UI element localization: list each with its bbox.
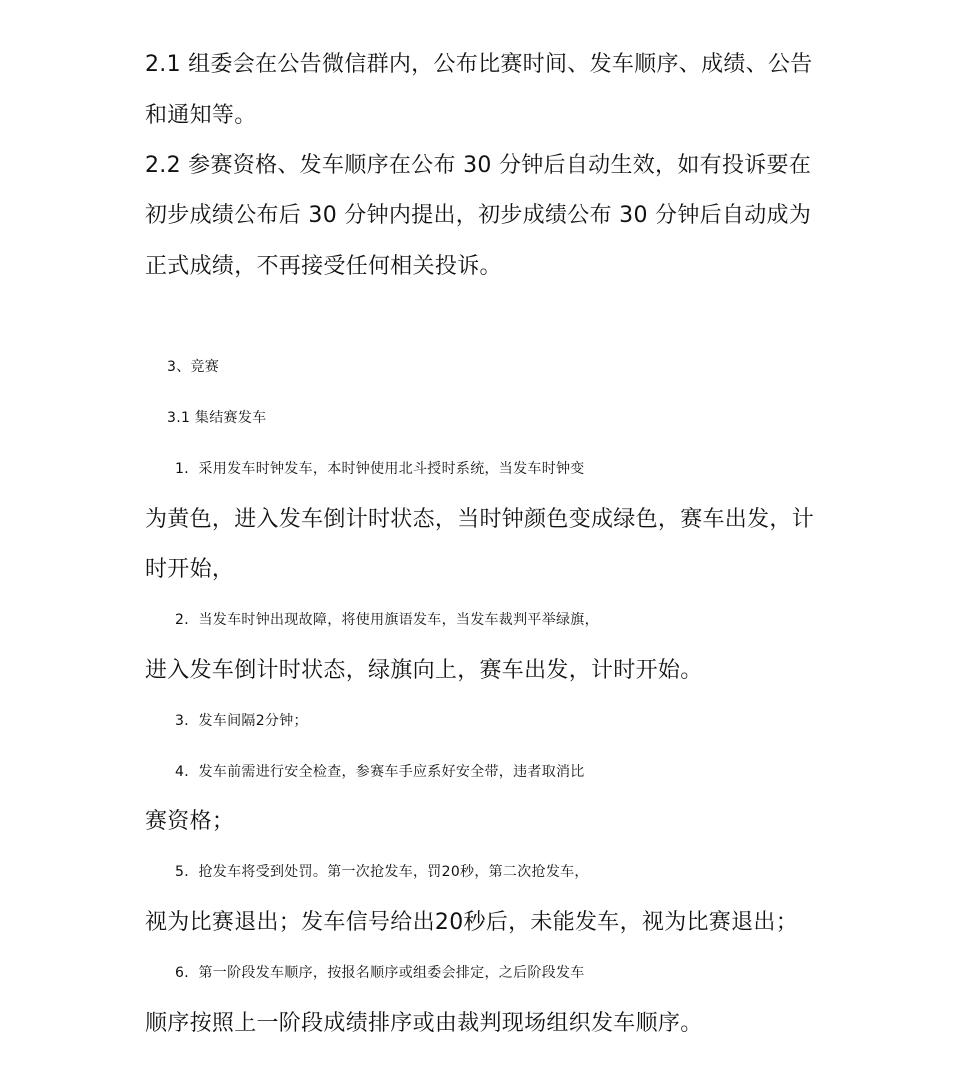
section-3-heading: 3、竞赛	[167, 359, 220, 375]
item-2-line-1: 2．当发车时钟出现故障，将使用旗语发车，当发车裁判平举绿旗，	[175, 612, 599, 628]
paragraph-2-2-line-1: 2.2 参赛资格、发车顺序在公布 30 分钟后自动生效，如有投诉要在	[145, 153, 812, 178]
item-4-line-1: 4．发车前需进行安全检查，参赛车手应系好安全带，违者取消比	[175, 764, 585, 780]
paragraph-2-1-line-2: 和通知等。	[145, 103, 257, 128]
paragraph-2-1-line-1: 2.1 组委会在公告微信群内，公布比赛时间、发车顺序、成绩、公告	[145, 52, 813, 77]
item-6-line-2: 顺序按照上一阶段成绩排序或由裁判现场组织发车顺序。	[145, 1011, 703, 1036]
item-1-line-3: 时开始，	[145, 557, 235, 582]
paragraph-2-2-line-2: 初步成绩公布后 30 分钟内提出，初步成绩公布 30 分钟后自动成为	[145, 203, 812, 228]
item-5-line-1: 5．抢发车将受到处罚。第一次抢发车，罚20秒，第二次抢发车，	[175, 864, 589, 880]
item-3-line-1: 3．发车间隔2分钟；	[175, 713, 308, 729]
section-3-1-subheading: 3.1 集结赛发车	[167, 410, 267, 426]
item-1-line-2: 为黄色，进入发车倒计时状态，当时钟颜色变成绿色，赛车出发，计	[145, 507, 815, 532]
item-1-line-1: 1．采用发车时钟发车，本时钟使用北斗授时系统，当发车时钟变	[175, 461, 585, 477]
paragraph-2-2-line-3: 正式成绩，不再接受任何相关投诉。	[145, 254, 502, 279]
item-5-line-2: 视为比赛退出；发车信号给出20秒后，未能发车，视为比赛退出；	[145, 910, 798, 935]
item-6-line-1: 6．第一阶段发车顺序，按报名顺序或组委会排定，之后阶段发车	[175, 965, 585, 981]
item-2-line-2: 进入发车倒计时状态，绿旗向上，赛车出发，计时开始。	[145, 658, 703, 683]
item-4-line-2: 赛资格；	[145, 809, 235, 834]
